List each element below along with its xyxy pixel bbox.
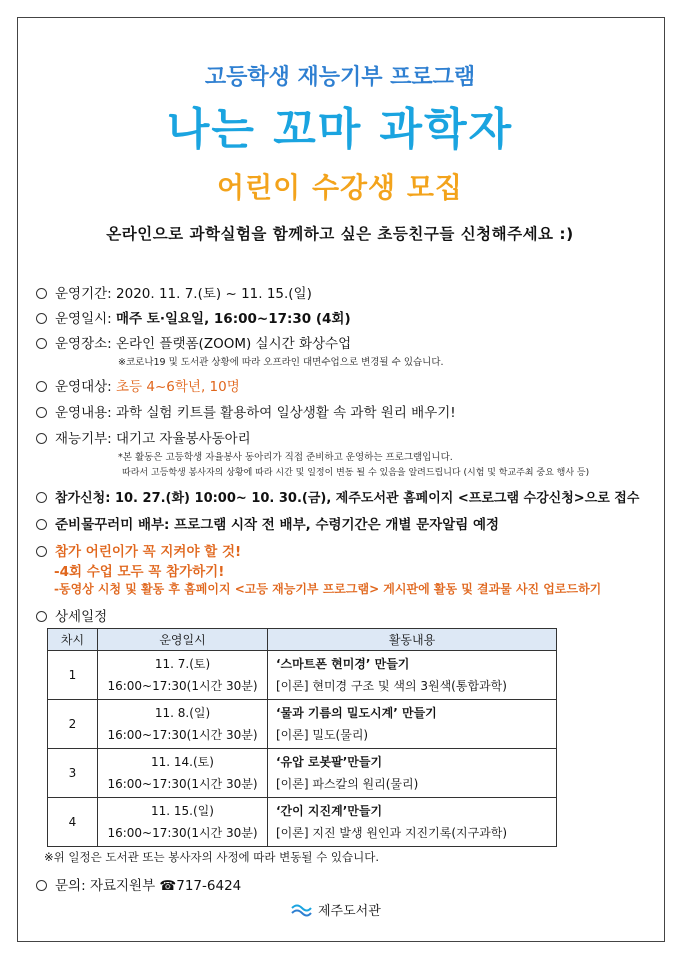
content-label: 운영내용: bbox=[55, 405, 112, 421]
recruit-title: 어린이 수강생 모집 bbox=[217, 171, 463, 204]
table-row bbox=[48, 798, 557, 847]
library-logo-icon bbox=[290, 902, 312, 918]
kit-label: 준비물꾸러미 배부: bbox=[55, 517, 170, 533]
activity-title: ‘스마트폰 현미경’ 만들기 bbox=[276, 657, 410, 671]
place-note: ※코로나19 및 도서관 상황에 따라 오프라인 대면수업으로 변경될 수 있습니다. bbox=[118, 357, 444, 368]
place-item bbox=[36, 332, 351, 352]
session-activity bbox=[268, 749, 557, 798]
activity-theory: [이론] 밀도(물리) bbox=[276, 728, 369, 742]
table-row bbox=[48, 651, 557, 700]
rules-item bbox=[36, 540, 241, 560]
target-value: 초등 4~6학년, 10명 bbox=[116, 379, 240, 395]
apply-value: 10. 27.(화) 10:00~ 10. 30.(금), 제주도서관 홈페이지 <프로그램 수강신청>으로 접수 bbox=[114, 491, 640, 506]
session-date: 11. 7.(토) bbox=[154, 657, 211, 671]
session-datetime bbox=[98, 700, 268, 749]
session-date: 11. 15.(일) bbox=[151, 804, 214, 818]
contact-value: 자료지원부 ☎717-6424 bbox=[89, 878, 242, 894]
kit-item bbox=[36, 513, 499, 533]
session-time: 16:00~17:30(1시간 30분) bbox=[107, 826, 258, 840]
circle-bullet-icon bbox=[36, 381, 47, 392]
place-label: 운영장소: bbox=[55, 336, 112, 352]
period-value: 2020. 11. 7.(토) ~ 11. 15.(일) bbox=[116, 286, 312, 302]
activity-theory: [이론] 파스칼의 원리(물리) bbox=[276, 777, 419, 791]
circle-bullet-icon bbox=[36, 611, 47, 622]
session-time: 16:00~17:30(1시간 30분) bbox=[107, 728, 258, 742]
apply-item bbox=[36, 487, 639, 506]
header-session: 차시 bbox=[48, 629, 98, 651]
session-activity bbox=[268, 798, 557, 847]
time-item bbox=[36, 307, 351, 327]
circle-bullet-icon bbox=[36, 546, 47, 557]
contact-label: 문의: bbox=[55, 878, 86, 894]
session-activity bbox=[268, 700, 557, 749]
circle-bullet-icon bbox=[36, 492, 47, 503]
session-datetime bbox=[98, 749, 268, 798]
activity-title: ‘물과 기름의 밀도시계’ 만들기 bbox=[276, 706, 437, 720]
content-value: 과학 실험 키트를 활용하여 일상생활 속 과학 원리 배우기! bbox=[116, 405, 456, 421]
session-number: 4 bbox=[48, 798, 98, 847]
schedule-item bbox=[36, 605, 107, 625]
activity-theory: [이론] 현미경 구조 및 색의 3원색(통합과학) bbox=[276, 679, 507, 693]
circle-bullet-icon bbox=[36, 288, 47, 299]
target-label: 운영대상: bbox=[55, 379, 112, 395]
kit-value: 프로그램 시작 전 배부, 수령기간은 개별 문자알림 예정 bbox=[174, 517, 500, 533]
circle-bullet-icon bbox=[36, 407, 47, 418]
rules-line-1: -4회 수업 모두 꼭 참가하기! bbox=[54, 564, 225, 580]
activity-title: ‘유압 로봇팔’만들기 bbox=[276, 755, 383, 769]
time-value: 매주 토·일요일, 16:00~17:30 (4회) bbox=[116, 311, 351, 327]
circle-bullet-icon bbox=[36, 433, 47, 444]
session-number: 3 bbox=[48, 749, 98, 798]
donor-note-1: *본 활동은 고등학생 자율봉사 동아리가 직접 준비하고 운영하는 프로그램입니다. bbox=[118, 452, 453, 463]
activity-title: ‘간이 지진계’만들기 bbox=[276, 804, 383, 818]
content-item bbox=[36, 401, 456, 421]
circle-bullet-icon bbox=[36, 519, 47, 530]
library-name: 제주도서관 bbox=[318, 904, 381, 919]
donor-note-2: 따라서 고등학생 봉사자의 상황에 따라 시간 및 일정이 변동 될 수 있음을 알려드립니다 (시험 및 학교주최 중요 행사 등) bbox=[122, 468, 590, 478]
rules-label: 참가 어린이가 꼭 지켜야 할 것! bbox=[55, 544, 242, 560]
apply-label: 참가신청: bbox=[55, 491, 111, 506]
session-time: 16:00~17:30(1시간 30분) bbox=[107, 777, 258, 791]
donor-value: 대기고 자율봉사동아리 bbox=[116, 431, 251, 447]
table-row bbox=[48, 749, 557, 798]
session-datetime bbox=[98, 651, 268, 700]
session-number: 1 bbox=[48, 651, 98, 700]
contact-item bbox=[36, 874, 241, 894]
intro-text: 온라인으로 과학실험을 함께하고 싶은 초등친구들 신청해주세요 :) bbox=[106, 225, 574, 243]
table-header-row bbox=[48, 629, 557, 651]
table-row bbox=[48, 700, 557, 749]
session-date: 11. 8.(일) bbox=[154, 706, 211, 720]
rules-line-2: -동영상 시청 및 활동 후 홈페이지 <고등 재능기부 프로그램> 게시판에 활동 및 결과물 사진 업로드하기 bbox=[54, 582, 602, 596]
place-value: 온라인 플랫폼(ZOOM) 실시간 화상수업 bbox=[116, 336, 352, 352]
session-time: 16:00~17:30(1시간 30분) bbox=[107, 679, 258, 693]
activity-theory: [이론] 지진 발생 원인과 지진기록(지구과학) bbox=[276, 826, 508, 840]
header-activity: 활동내용 bbox=[268, 629, 557, 651]
session-activity bbox=[268, 651, 557, 700]
schedule-table bbox=[47, 628, 557, 847]
time-label: 운영일시: bbox=[55, 311, 112, 327]
program-title: 나는 꼬마 과학자 bbox=[166, 104, 514, 155]
circle-bullet-icon bbox=[36, 880, 47, 891]
session-number: 2 bbox=[48, 700, 98, 749]
donor-item bbox=[36, 427, 251, 447]
donor-label: 재능기부: bbox=[55, 431, 112, 447]
target-item bbox=[36, 375, 240, 395]
schedule-label: 상세일정 bbox=[55, 609, 108, 625]
session-date: 11. 14.(토) bbox=[151, 755, 214, 769]
program-subtitle: 고등학생 재능기부 프로그램 bbox=[204, 65, 476, 90]
library-logo bbox=[290, 900, 381, 919]
circle-bullet-icon bbox=[36, 338, 47, 349]
period-item bbox=[36, 282, 312, 302]
header-datetime: 운영일시 bbox=[98, 629, 268, 651]
circle-bullet-icon bbox=[36, 313, 47, 324]
session-datetime bbox=[98, 798, 268, 847]
period-label: 운영기간: bbox=[55, 286, 112, 302]
schedule-footnote: ※위 일정은 도서관 또는 봉사자의 사정에 따라 변동될 수 있습니다. bbox=[44, 850, 380, 864]
